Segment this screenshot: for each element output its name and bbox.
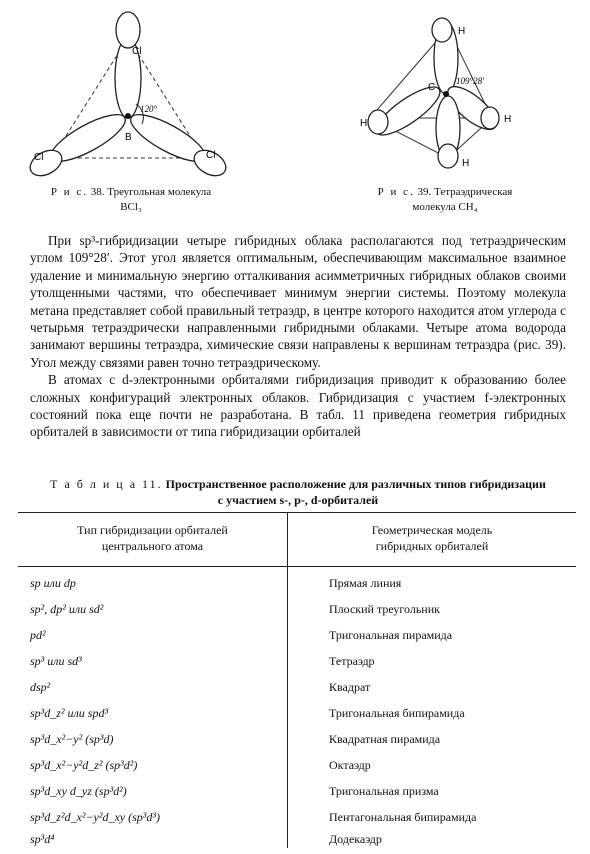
table-row [18,780,576,806]
hybridization-type: sp³d_z²d_x²−y²d_xy (sp³d³) [30,810,160,824]
geometry-model: Додекаэдр [329,832,382,846]
geometry-model: Октаэдр [329,758,371,772]
hybridization-type: dsp² [30,680,51,694]
bcl3-label-left: Cl [34,152,44,163]
bcl3-caption [36,185,226,215]
ch4-label-left: H [360,118,368,129]
table-row [18,650,576,676]
table-title [20,476,576,508]
paragraph-2: В атомах с d-электронными орбиталями гибридизация приводит к образованию более сложных конфигураций электронных облаков. Гибридизация с участием f-электронных состояний пока еще почти не разработана. В табл. 11 приведена геометрия гибридных орбиталей в зависимости от типа гибридизации орбиталей [30,372,566,440]
ch4-caption-text: 39. Тетраэдрическая [417,186,513,198]
table-row [18,572,576,598]
ch4-angle-label: 109°28′ [456,76,485,86]
bcl3-diagram [28,8,228,178]
bcl3-label-center: B [125,132,132,143]
ch4-label-right: H [504,114,512,125]
header-col-type-line2: центрального атома [101,539,204,553]
table-label: Т а б л и ц а 11. [50,477,163,491]
table-row [18,828,576,854]
table-row [18,754,576,780]
body-text [30,232,566,441]
ch4-label-center: C [428,82,436,93]
ch4-label-top: H [458,26,466,37]
geometry-model: Тригональная бипирамида [329,706,465,720]
hybridization-type: sp³d_z² или spd³ [30,706,109,720]
bcl3-figure [28,8,228,178]
geometry-model: Плоский треугольник [329,602,440,616]
bcl3-label-right: Cl [206,150,216,161]
hybridization-type: sp³d_x²−y² (sp³d) [30,732,114,746]
table-row [18,676,576,702]
hybridization-table [18,512,576,848]
table-top-rule [18,512,576,513]
hybridization-type: sp или dp [30,576,76,590]
paragraph-1: При sp³-гибридизации четыре гибридных облака располагаются под тетраэдрическим углом 109°28′. Этот угол является оптимальным, обеспечивающим максимальное взаимное удаление и минимальную энергию отталкивания асимметричных гибридных облаков своими утолщенными частями, что обеспечивает минимум энергии системы. Поэтому молекула метана представляет собой правильный тетраэдр, в центре которого находится атом углерода с четырьмя тетраэдрически направленными гибридными облаками. Четыре атома водорода занимают вершины тетраэдра, химические связи направлены к вершинам тетраэдра (рис. 39). Угол между связями равен точно тетраэдрическому. [30,233,566,370]
header-col-model-line1: Геометрическая модель [371,523,493,537]
hybridization-type: sp³d_x²−y²d_z² (sp³d²) [30,758,138,772]
ch4-caption [350,185,540,215]
bcl3-caption-label: Р и с. [50,186,89,198]
table-row [18,624,576,650]
table-row [18,598,576,624]
ch4-caption-formula: молекула CH₄ [412,201,478,213]
table-title-line1: Пространственное расположение для различных типов гибридизации [165,477,546,491]
geometry-model: Тетраэдр [329,654,375,668]
bcl3-caption-formula: BCl₃ [120,201,142,213]
bcl3-label-top: Cl [132,46,142,57]
ch4-label-bottom: H [462,158,470,169]
bcl3-caption-text: 38. Треугольная молекула [90,186,212,198]
table-header-rule [18,566,576,567]
geometry-model: Тригональная пирамида [329,628,453,642]
figures-area [0,0,590,222]
bcl3-angle-label: 120° [140,104,158,114]
geometry-model: Квадрат [329,680,371,694]
hybridization-type: sp³ или sd³ [30,654,82,668]
geometry-model: Пентагональная бипирамида [329,810,477,824]
table-title-line2: с участием s-, p-, d-орбиталей [217,493,379,507]
header-col-type-line1: Тип гибридизации орбиталей [77,523,228,537]
header-col-type [18,522,287,554]
hybridization-type: sp³d⁴ [30,832,55,846]
geometry-model: Прямая линия [329,576,402,590]
hybridization-type: pd² [30,628,46,642]
table-row [18,728,576,754]
ch4-caption-label: Р и с. [377,186,415,198]
ch4-figure [360,6,540,181]
ch4-diagram [360,6,540,181]
header-col-model [288,522,576,554]
geometry-model: Квадратная пирамида [329,732,441,746]
hybridization-type: sp³d_xy d_yz (sp³d²) [30,784,127,798]
table-row [18,702,576,728]
hybridization-type: sp², dp² или sd² [30,602,104,616]
geometry-model: Тригональная призма [329,784,439,798]
header-col-model-line2: гибридных орбиталей [375,539,489,553]
